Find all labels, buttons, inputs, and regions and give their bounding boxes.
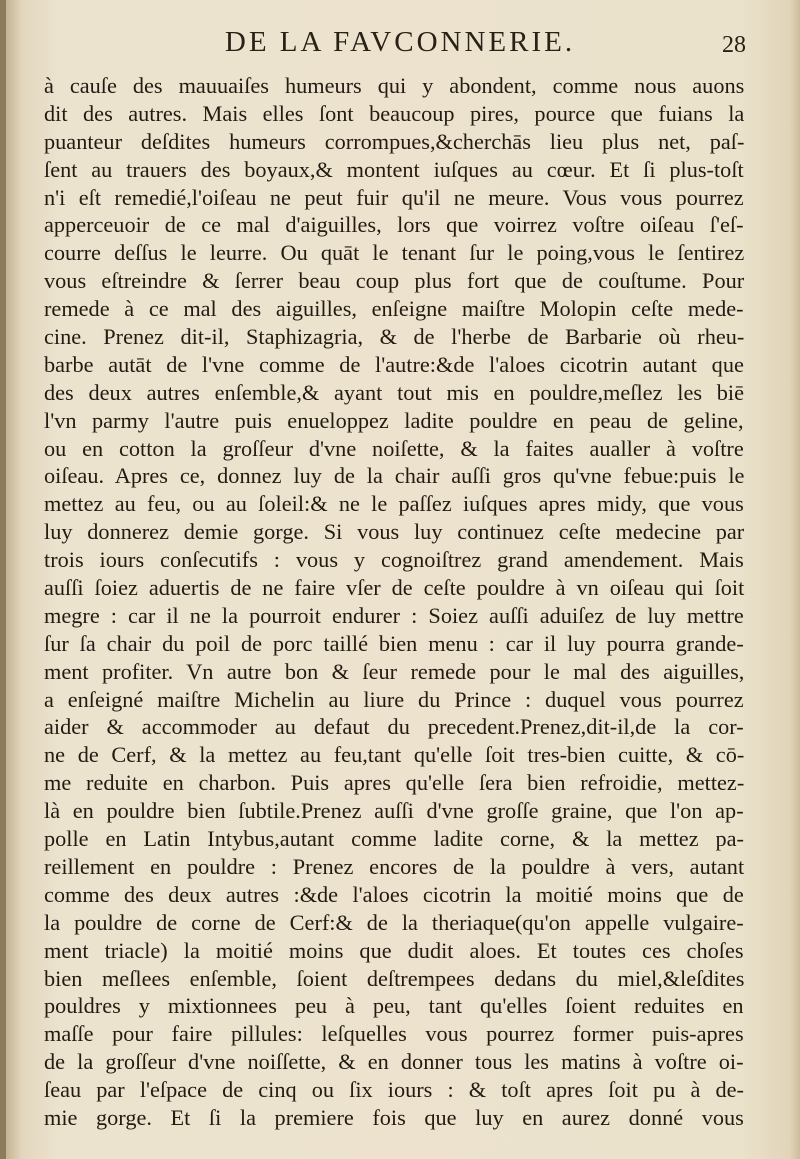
- text-line: mie gorge. Et ſi la premiere fois que luy en aurez donné vous: [44, 1104, 744, 1130]
- text-line: ment triacle) la moitié moins que dudit aloes. Et toutes ces choſes: [44, 937, 744, 963]
- text-line: megre : car il ne la pourroit endurer : Soiez auſſi aduiſez de luy mettre: [44, 602, 744, 628]
- text-line: ou en cotton la groſſeur d'vne noiſette, & la faites aualler à voſtre: [44, 435, 744, 461]
- text-line: trois iours conſecutifs : vous y cognoiſtrez grand amendement. Mais: [44, 547, 744, 573]
- body-text: [44, 72, 744, 1132]
- text-line: courre deſſus le leurre. Ou quāt le tenant ſur le poing,vous le ſentirez: [44, 240, 745, 266]
- text-line: ne de Cerf, & la mettez au feu,tant qu'elle ſoit tres-bien cuitte, & cō-: [44, 742, 745, 768]
- text-line: dit des autres. Mais elles ſont beaucoup pires, pource que fuians la: [44, 100, 745, 126]
- text-line: ſeau par l'eſpace de cinq ou ſix iours : & toſt apres ſoit pu à de-: [44, 1077, 744, 1103]
- text-line: me reduite en charbon. Puis apres qu'elle ſera bien refroidie, mettez-: [44, 770, 745, 796]
- text-line: a enſeigné maiſtre Michelin au liure du Prince : duquel vous pourrez: [44, 686, 744, 712]
- page-binding-edge: [0, 0, 6, 1159]
- text-line: de la groſſeur d'vne noiſſette, & en donner tous les matins à voſtre oi-: [44, 1049, 744, 1075]
- text-line: auſſi ſoiez aduertis de ne faire vſer de ceſte pouldre à vn oiſeau qui ſoit: [44, 575, 745, 601]
- text-line: ment profiter. Vn autre bon & ſeur remede pour le mal des aiguilles,: [44, 658, 745, 684]
- running-head-title: DE LA FAVCONNERIE.: [224, 26, 576, 58]
- running-head: [0, 26, 800, 66]
- text-line: vous eſtreindre & ſerrer beau coup plus fort que de couſtume. Pour: [44, 268, 745, 294]
- page-number: 28: [722, 32, 746, 58]
- text-line: la pouldre de corne de Cerf:& de la theriaque(qu'on appelle vulgaire-: [44, 909, 744, 935]
- text-line: luy donnerez demie gorge. Si vous luy continuez ceſte medecine par: [44, 519, 745, 545]
- text-line: apperceuoir de ce mal d'aiguilles, lors que voirrez voſtre oiſeau ſ'eſ-: [44, 212, 744, 238]
- text-line: mettez au feu, ou au ſoleil:& ne le paſſez iuſques apres midy, que vous: [44, 491, 744, 517]
- text-line: l'vn parmy l'autre puis enueloppez ladite pouldre en peau de geline,: [44, 407, 744, 433]
- text-line: des deux autres enſemble,& ayant tout mis en pouldre,meſlez les biē: [44, 379, 745, 405]
- text-line: puanteur deſdites humeurs corrompues,&cherchās lieu plus net, paſ-: [44, 128, 745, 154]
- text-line: oiſeau. Apres ce, donnez luy de la chair auſſi gros qu'vne febue:puis le: [44, 463, 745, 489]
- text-line: bien meſlees enſemble, ſoient deſtrempees dedans du miel,&leſdites: [44, 965, 745, 991]
- text-line: aider & accommoder au defaut du precedent.Prenez,dit-il,de la cor-: [44, 714, 744, 740]
- text-line: remede à ce mal des aiguilles, enſeigne maiſtre Molopin ceſte mede-: [44, 296, 744, 322]
- text-line: ſent au trauers des boyaux,& montent iuſques au cœur. Et ſi plus-toſt: [44, 156, 744, 182]
- text-line: reillement en pouldre : Prenez encores de la pouldre à vers, autant: [44, 853, 745, 879]
- text-line: polle en Latin Intybus,autant comme ladite corne, & la mettez pa-: [44, 826, 744, 852]
- text-line: n'i eſt remedié,l'oiſeau ne peut fuir qu'il ne meure. Vous vous pourrez: [44, 184, 744, 210]
- text-line: comme des deux autres :&de l'aloes cicotrin la moitié moins que de: [44, 881, 744, 907]
- text-line: cine. Prenez dit-il, Staphizagria, & de l'herbe de Barbarie où rheu-: [44, 324, 745, 350]
- text-line: pouldres y mixtionnees peu à peu, tant qu'elles ſoient reduites en: [44, 993, 744, 1019]
- text-line: à cauſe des mauuaiſes humeurs qui y abondent, comme nous auons: [44, 73, 745, 98]
- text-line: maſſe pour faire pillules: leſquelles vous pourrez former puis-apres: [44, 1021, 744, 1047]
- text-line: ſur ſa chair du poil de porc taillé bien menu : car il luy pourra grande-: [44, 630, 744, 656]
- text-line: là en pouldre bien ſubtile.Prenez auſſi d'vne groſſe graine, que l'on ap-: [44, 798, 744, 824]
- text-line: barbe autāt de l'vne comme de l'autre:&de l'aloes cicotrin autant que: [44, 351, 744, 377]
